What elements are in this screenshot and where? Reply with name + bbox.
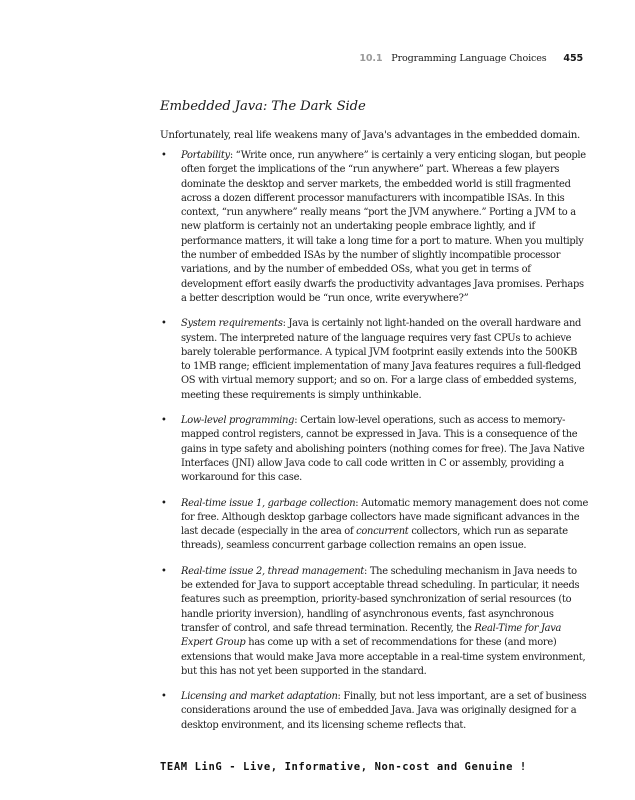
running-header [359,53,583,64]
list-item-text: : Automatic memory management does not come for free. Although desktop garbage collectors have made significant advances in the last decade (especially in the area of [181,497,589,538]
list-item [160,497,588,554]
bullet-icon: • [161,565,167,577]
footer-watermark: TEAM LinG - Live, Informative, Non-cost and Genuine ! [160,761,527,773]
list-item-text: : “Write once, run anywhere” is certainly a very enticing slogan, but people often forget the implications of the “run anywhere” part. Whereas a few players dominate the desktop and server markets, the embedded world is still fragmented across a dozen different processor manufacturers with incompatible ISAs. In this context, “run anywhere” really means “port the JVM anywhere.” Porting a JVM to a new platform is certainly not an undertaking people embrace lightly, and if performance matters, it will take a long time for a port to mature. When you multiply the number of embedded ISAs by the number of slightly incompatible processor variations, and by the number of embedded OSs, what you get in terms of development effort easily dwarfs the productivity advantages Java promises. Perhaps a better description would be “run once, write everywhere?” [181,150,586,304]
list-item-emphasis: concurrent [356,526,409,538]
list-item-text: : Java is certainly not light-handed on the overall hardware and system. The interpreted nature of the language requires very fast CPUs to achieve barely tolerable performance. A typical JVM footprint easily extends into the 500KB to 1MB range; efficient implementation of many Java features requires a full-fledged OS with virtual memory support; and so on. For a large class of embedded systems, meeting these requirements is simply unthinkable. [181,318,582,401]
bullet-icon: • [161,150,167,161]
list-item [160,317,588,403]
bullet-list [160,149,588,744]
list-item [160,149,588,306]
section-title: Programming Language Choices [391,53,547,64]
bullet-icon: • [161,497,167,509]
list-item-emphasis: Real-Time for Java Expert Group [181,622,562,649]
list-item-term: Licensing and market adaptation [181,691,338,703]
list-item-term: Portability [181,150,230,161]
list-item-text: has come up with a set of recommendations for these (and more) extensions that would make Java more acceptable in a real-time system environment, but this has not yet been supported in the standard. [181,637,586,677]
list-item [160,414,588,485]
list-item-text: : Finally, but not less important, are a set of business considerations around the use of embedded Java. Java was originally designed for a desktop environment, and its licensing scheme reflects that. [181,691,587,731]
intro-paragraph: Unfortunately, real life weakens many of Java's advantages in the embedded domain. [160,129,581,141]
list-item [160,690,588,733]
page-number: 455 [563,53,583,64]
list-item-text: collectors, which run as separate threads), seamless concurrent garbage collection remains an open issue. [181,526,568,552]
section-number: 10.1 [359,53,383,64]
list-item-text: : Certain low-level operations, such as access to memory-mapped control registers, cannot be expressed in Java. This is a consequence of the gains in type safety and abolishing pointers (nothing comes for free). The Java Native Interfaces (JNI) allow Java code to call code written in C or assembly, providing a workaround for this case. [181,415,585,484]
section-heading: Embedded Java: The Dark Side [160,99,366,114]
list-item-term: Low-level programming [181,415,295,427]
list-item-text: : The scheduling mechanism in Java needs to be extended for Java to support acceptable thread scheduling. In particular, it needs features such as preemption, priority-based synchronization of serial resources (to handle priority inversion), handling of asynchronous events, fast asynchronous transfer of control, and safe thread termination. Recently, the [181,565,580,634]
bullet-icon: • [161,415,167,427]
bullet-icon: • [161,691,167,703]
list-item-term: Real-time issue 1, garbage collection [181,497,356,509]
list-item-term: Real-time issue 2, thread management [181,565,364,577]
bullet-icon: • [161,318,167,330]
list-item-term: System requirements [181,318,283,330]
list-item [160,565,588,679]
